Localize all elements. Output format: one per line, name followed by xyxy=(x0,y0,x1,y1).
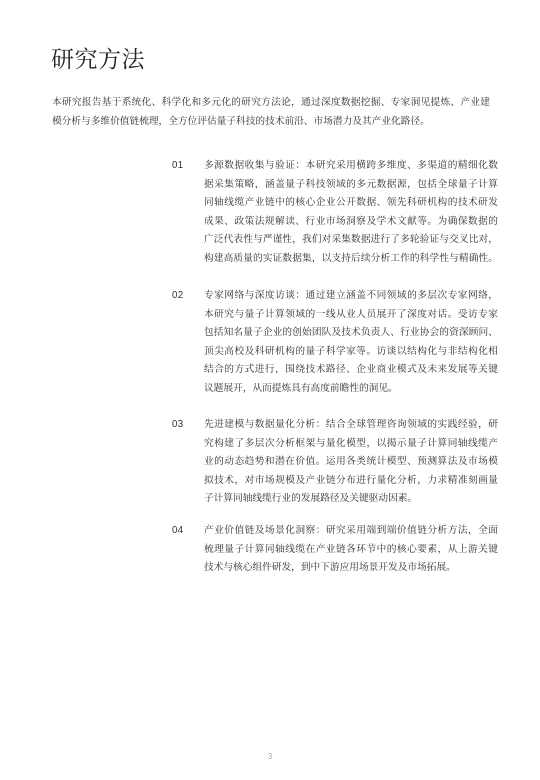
intro-line: 模分析与多维价值链梳理，全方位评估量子科技的技术前沿、市场潜力及其产业化路径。 xyxy=(52,116,430,127)
method-line: 构建高质量的实证数据集，以支持后续分析工作的科学性与精确性。 xyxy=(204,252,498,264)
method-line: 议题展开，从而提炼具有高度前瞻性的洞见。 xyxy=(204,382,398,394)
method-line: 专家网络与深度访谈：通过建立涵盖不同领域的多层次专家网络， xyxy=(204,290,498,301)
method-text xyxy=(204,522,498,578)
intro-paragraph xyxy=(52,93,490,131)
page-number: 3 xyxy=(267,752,273,761)
method-line: 技术与核心组件研发，到中下游应用场景开发及市场拓展。 xyxy=(204,562,456,574)
method-text xyxy=(204,157,498,269)
method-number: 02 xyxy=(172,290,184,301)
method-line: 顶尖高校及科研机构的量子科学家等。访谈以结构化与非结构化相 xyxy=(204,345,498,357)
method-line: 子计算同轴线缆行业的发展路径及关键驱动因素。 xyxy=(204,493,418,505)
method-line: 据采集策略，涵盖量子科技领域的多元数据源，包括全球量子计算 xyxy=(204,178,498,190)
method-line: 拟技术，对市场规模及产业链分布进行量化分析，力求精准刻画量 xyxy=(204,474,498,486)
method-number: 03 xyxy=(172,419,184,430)
method-text xyxy=(204,287,498,399)
method-line: 先进建模与数据量化分析：结合全球管理咨询领域的实践经验，研 xyxy=(204,419,498,430)
intro-line: 本研究报告基于系统化、科学化和多元化的研究方法论，通过深度数据挖掘、专家洞见提炼、产业建 xyxy=(52,97,490,108)
method-line: 同轴线缆产业链中的核心企业公开数据、领先科研机构的技术研发 xyxy=(204,197,498,209)
method-line: 包括知名量子企业的创始团队及技术负责人、行业协会的资深顾问、 xyxy=(204,327,498,339)
method-number: 04 xyxy=(172,525,184,536)
method-line: 多源数据收集与验证：本研究采用横跨多维度、多渠道的精细化数 xyxy=(204,160,498,171)
method-line: 业的动态趋势和潜在价值。运用各类统计模型、预测算法及市场模 xyxy=(204,456,498,468)
method-line: 梳理量子计算同轴线缆在产业链各环节中的核心要素，从上游关键 xyxy=(204,543,498,555)
method-line: 广泛代表性与严谨性，我们对采集数据进行了多轮验证与交叉比对， xyxy=(204,234,498,246)
method-line: 成果、政策法规解读、行业市场洞察及学术文献等。为确保数据的 xyxy=(204,215,498,227)
method-line: 本研究与量子计算领域的一线从业人员展开了深度对话。受访专家 xyxy=(204,308,498,320)
method-line: 究构建了多层次分析框架与量化模型，以揭示量子计算同轴线缆产 xyxy=(204,437,498,449)
page-title: 研究方法 xyxy=(51,47,145,73)
method-number: 01 xyxy=(172,160,184,171)
method-text xyxy=(204,416,498,509)
method-line: 结合的方式进行，围绕技术路径、企业商业模式及未来发展等关键 xyxy=(204,364,498,376)
method-line: 产业价值链及场景化洞察：研究采用端到端价值链分析方法，全面 xyxy=(204,525,498,536)
